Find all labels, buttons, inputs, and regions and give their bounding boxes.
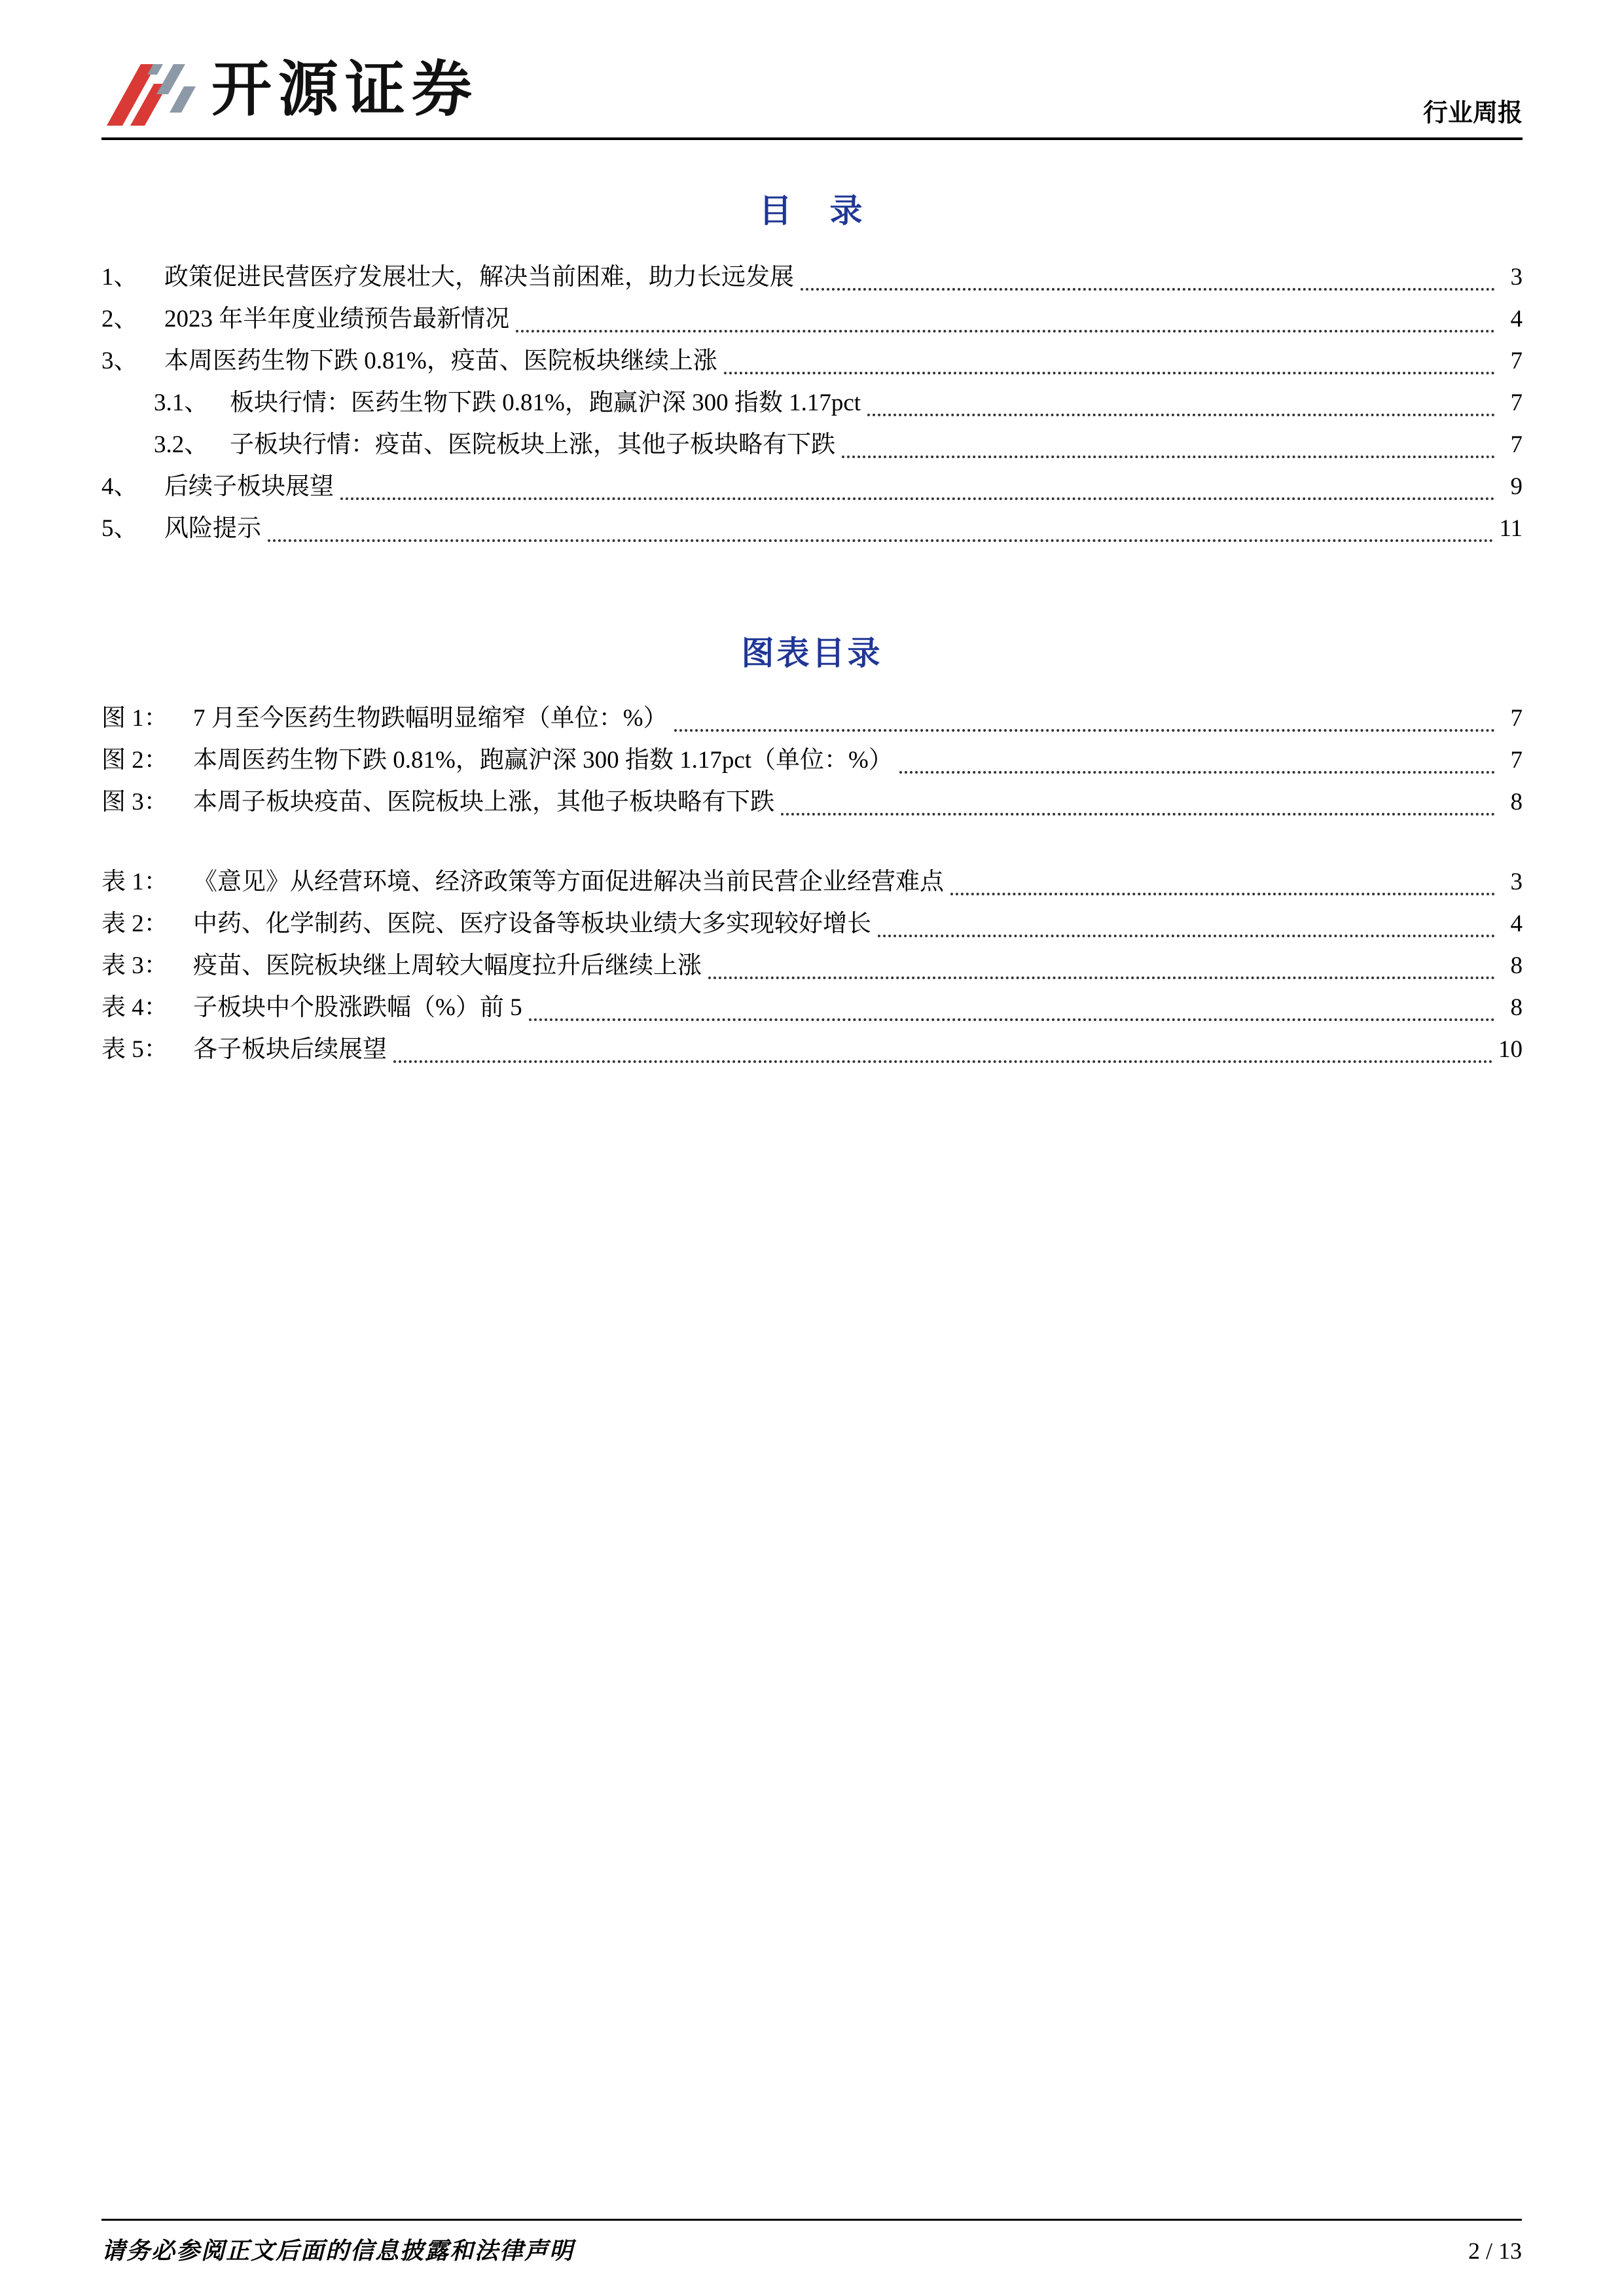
dot-leader <box>842 456 1495 458</box>
dot-leader <box>950 893 1495 895</box>
figure-toc-entry-page-number: 8 <box>1510 789 1523 816</box>
brand-logo-icon <box>101 52 200 131</box>
dot-leader <box>708 977 1495 979</box>
toc-entry-number: 1、 <box>101 264 138 291</box>
toc-list <box>101 257 1523 550</box>
figure-toc-entry-page-number: 8 <box>1510 994 1523 1021</box>
figure-toc-entry-title: 7 月至今医药生物跌幅明显缩窄（单位：%） <box>193 705 668 732</box>
dot-leader <box>781 813 1495 816</box>
brand-name: 开源证券 <box>211 56 479 123</box>
toc-title: 目 录 <box>759 192 865 229</box>
toc-entry-page-number: 4 <box>1510 306 1523 332</box>
figure-toc-entry-number: 表 4： <box>101 994 168 1021</box>
figure-toc-entry-number: 图 2： <box>101 747 168 774</box>
figure-toc-entry[interactable] <box>101 1029 1523 1071</box>
toc-entry[interactable] <box>101 340 1523 382</box>
toc-entry-number: 2、 <box>101 306 138 332</box>
figure-toc-entry-title: 各子板块后续展望 <box>193 1036 387 1063</box>
figures-toc-list <box>101 698 1523 1071</box>
figure-toc-entry-number: 表 5： <box>101 1036 168 1063</box>
dot-leader <box>801 288 1495 291</box>
dot-leader <box>529 1018 1495 1021</box>
figure-toc-entry-page-number: 4 <box>1510 910 1523 937</box>
dot-leader <box>516 330 1495 332</box>
toc-entry[interactable] <box>101 382 1523 424</box>
figure-toc-entry-title: 《意见》从经营环境、经济政策等方面促进解决当前民营企业经营难点 <box>193 869 944 895</box>
toc-entry[interactable] <box>101 298 1523 340</box>
figure-toc-entry-title: 子板块中个股涨跌幅（%）前 5 <box>193 994 522 1021</box>
figure-toc-entry-page-number: 10 <box>1498 1036 1523 1063</box>
dot-leader <box>867 414 1495 416</box>
figure-toc-entry-number: 表 2： <box>101 910 168 937</box>
figure-toc-entry[interactable] <box>101 945 1523 987</box>
figure-toc-entry-number: 表 1： <box>101 869 168 895</box>
figure-toc-entry[interactable] <box>101 740 1523 781</box>
dot-leader <box>899 771 1495 774</box>
toc-entry-page-number: 11 <box>1499 515 1523 542</box>
toc-entry-title: 政策促进民营医疗发展壮大，解决当前困难，助力长远发展 <box>164 264 794 291</box>
footer-disclaimer: 请务必参阅正文后面的信息披露和法律声明 <box>101 2238 575 2264</box>
page-indicator: 2 / 13 <box>1468 2238 1522 2264</box>
toc-entry[interactable] <box>101 508 1523 550</box>
toc-entry-page-number: 7 <box>1510 348 1523 374</box>
toc-entry-number: 3、 <box>101 348 138 374</box>
figure-toc-entry-page-number: 8 <box>1510 952 1523 979</box>
figure-toc-entry[interactable] <box>101 698 1523 740</box>
toc-entry-title: 板块行情：医药生物下跌 0.81%，跑赢沪深 300 指数 1.17pct <box>230 389 861 416</box>
toc-entry-number: 4、 <box>101 473 138 500</box>
toc-entry-page-number: 7 <box>1510 389 1523 416</box>
toc-entry-number: 5、 <box>101 515 138 542</box>
figures-toc-title: 图表目录 <box>741 635 883 672</box>
figure-toc-entry[interactable] <box>101 987 1523 1029</box>
report-type-label: 行业周报 <box>1422 99 1523 127</box>
toc-entry-title: 2023 年半年度业绩预告最新情况 <box>164 306 510 332</box>
toc-entry-page-number: 7 <box>1510 431 1523 458</box>
toc-entry-number: 3.1、 <box>154 389 209 416</box>
dot-leader <box>674 729 1495 732</box>
dot-leader <box>878 935 1495 937</box>
figure-toc-entry-number: 表 3： <box>101 952 168 979</box>
toc-entry-title: 后续子板块展望 <box>164 473 334 500</box>
figure-toc-entry-title: 本周子板块疫苗、医院板块上涨，其他子板块略有下跌 <box>193 789 774 816</box>
report-footer <box>101 2219 1522 2266</box>
dot-leader <box>393 1060 1493 1063</box>
toc-entry-title: 风险提示 <box>164 515 261 542</box>
toc-entry-page-number: 3 <box>1510 264 1523 291</box>
figure-toc-entry-number: 图 3： <box>101 789 168 816</box>
figure-toc-entry-page-number: 7 <box>1510 705 1523 732</box>
figure-toc-entry-number: 图 1： <box>101 705 168 732</box>
toc-entry-number: 3.2、 <box>154 431 209 458</box>
figure-toc-entry[interactable] <box>101 903 1523 945</box>
dot-leader <box>724 372 1495 374</box>
report-header <box>101 0 1523 140</box>
brand-logo <box>101 52 478 131</box>
toc-entry[interactable] <box>101 466 1523 508</box>
figure-toc-entry-page-number: 7 <box>1510 747 1523 774</box>
dot-leader <box>268 539 1494 542</box>
toc-entry[interactable] <box>101 257 1523 298</box>
figure-toc-entry-page-number: 3 <box>1510 869 1523 895</box>
figure-toc-entry-title: 本周医药生物下跌 0.81%，跑赢沪深 300 指数 1.17pct（单位：%） <box>193 747 893 774</box>
toc-entry-title: 本周医药生物下跌 0.81%，疫苗、医院板块继续上涨 <box>164 348 717 374</box>
figure-toc-entry-title: 疫苗、医院板块继上周较大幅度拉升后继续上涨 <box>193 952 702 979</box>
figure-toc-entry[interactable] <box>101 861 1523 903</box>
dot-leader <box>340 497 1495 500</box>
toc-entry-page-number: 9 <box>1510 473 1523 500</box>
figure-toc-entry[interactable] <box>101 781 1523 823</box>
toc-entry-title: 子板块行情：疫苗、医院板块上涨，其他子板块略有下跌 <box>230 431 835 458</box>
toc-entry[interactable] <box>101 424 1523 466</box>
figure-toc-entry-title: 中药、化学制药、医院、医疗设备等板块业绩大多实现较好增长 <box>193 910 871 937</box>
